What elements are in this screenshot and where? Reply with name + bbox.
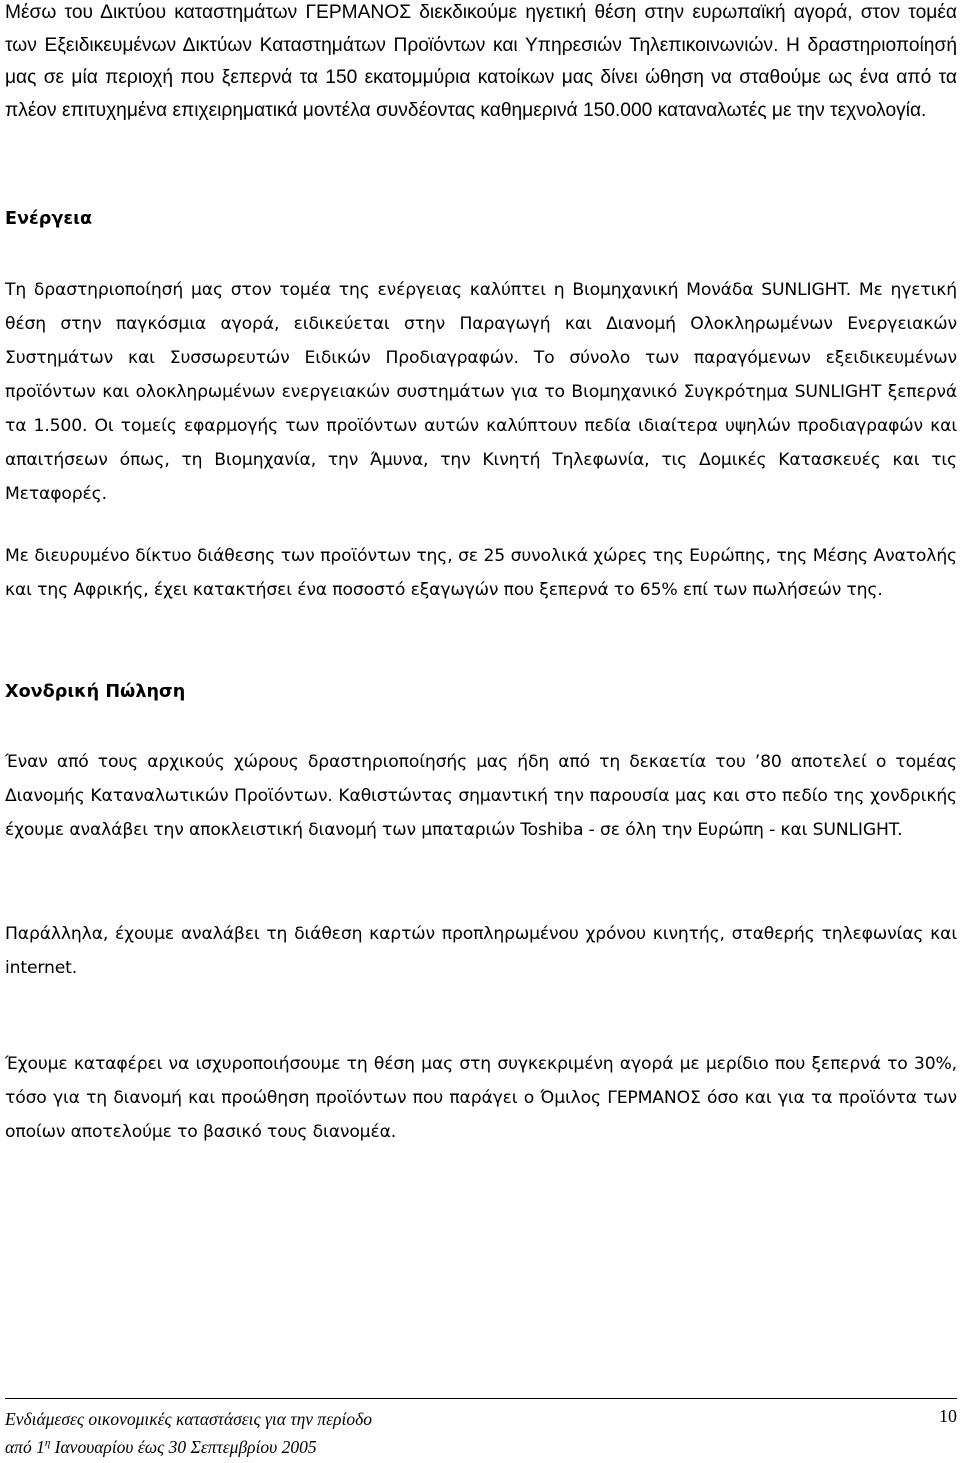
wholesale-paragraph-3: Έχουμε καταφέρει να ισχυροποιήσουμε τη θέση μας στη συγκεκριμένη αγορά με μερίδιο που ξεπερνά το 30%, τόσο για τη διανομή και προώθηση προϊόντων που παράγει ο Όμιλος ΓΕΡΜΑΝΟΣ όσο και για τα προϊόντα των οποίων αποτελούμε το βασικό τους διανομέα. xyxy=(5,1054,957,1142)
energy-heading: Ενέργεια xyxy=(5,209,93,229)
footer-divider xyxy=(5,1398,957,1399)
wholesale-heading: Χονδρική Πώληση xyxy=(5,682,186,702)
footer-period-suffix: Ιανουαρίου έως 30 Σεπτεμβρίου 2005 xyxy=(50,1437,317,1457)
footer-period-superscript: η xyxy=(44,1437,51,1450)
intro-paragraph: Μέσω του Δικτύου καταστημάτων ΓΕΡΜΑΝΟΣ διεκδικούμε ηγετική θέση στην ευρωπαϊκή αγορά, στον τομέα των Εξειδικευμένων Δικτύων Καταστημάτων Προϊόντων και Υπηρεσιών Τηλεπικοινωνιών. Η δραστηριοποίησή μας σε μία περιοχή που ξεπερνά τα 150 εκατομμύρια κατοίκων μας δίνει ώθηση να σταθούμε ως ένα από τα πλέον επιτυχημένα επιχειρηματικά μοντέλα συνδέοντας καθημερινά 150.000 καταναλωτές με την τεχνολογία. xyxy=(5,2,957,121)
page-number: 10 xyxy=(939,1406,957,1426)
energy-paragraph-2: Με διευρυμένο δίκτυο διάθεσης των προϊόντων της, σε 25 συνολικά χώρες της Ευρώπης, της Μέσης Ανατολής και της Αφρικής, έχει κατακτήσει ένα ποσοστό εξαγωγών που ξεπερνά το 65% επί των πωλήσεών της. xyxy=(5,546,957,600)
footer-period-prefix: από 1 xyxy=(5,1437,45,1457)
wholesale-paragraph-1: Έναν από τους αρχικούς χώρους δραστηριοποίησής μας ήδη από τη δεκαετία του ’80 αποτελεί ο τομέας Διανομής Καταναλωτικών Προϊόντων. Καθιστώντας σημαντική την παρουσία μας και στο πεδίο της χονδρικής έχουμε αναλάβει την αποκλειστική διανομή των μπαταριών Toshiba - σε όλη την Ευρώπη - και SUNLIGHT. xyxy=(5,752,957,840)
footer-title-line: Ενδιάμεσες οικονομικές καταστάσεις για την περίοδο xyxy=(5,1409,372,1429)
wholesale-paragraph-2: Παράλληλα, έχουμε αναλάβει τη διάθεση καρτών προπληρωμένου χρόνου κινητής, σταθερής τηλεφωνίας και internet. xyxy=(5,924,957,978)
footer-period-line xyxy=(5,1436,317,1458)
energy-paragraph-1: Τη δραστηριοποίησή μας στον τομέα της ενέργειας καλύπτει η Βιομηχανική Μονάδα SUNLIGHT. Με ηγετική θέση στην παγκόσμια αγορά, ειδικεύεται στην Παραγωγή και Διανομή Ολοκληρωμένων Ενεργειακών Συστημάτων και Συσσωρευτών Ειδικών Προδιαγραφών. Το σύνολο των παραγόμενων εξειδικευμένων προϊόντων και ολοκληρωμένων ενεργειακών συστημάτων για το Βιομηχανικό Συγκρότημα SUNLIGHT ξεπερνά τα 1.500. Οι τομείς εφαρμογής των προϊόντων αυτών καλύπτουν πεδία ιδιαίτερα υψηλών προδιαγραφών και απαιτήσεων όπως, τη Βιομηχανία, την Άμυνα, την Κινητή Τηλεφωνία, τις Δομικές Κατασκευές και τις Μεταφορές. xyxy=(5,280,957,504)
